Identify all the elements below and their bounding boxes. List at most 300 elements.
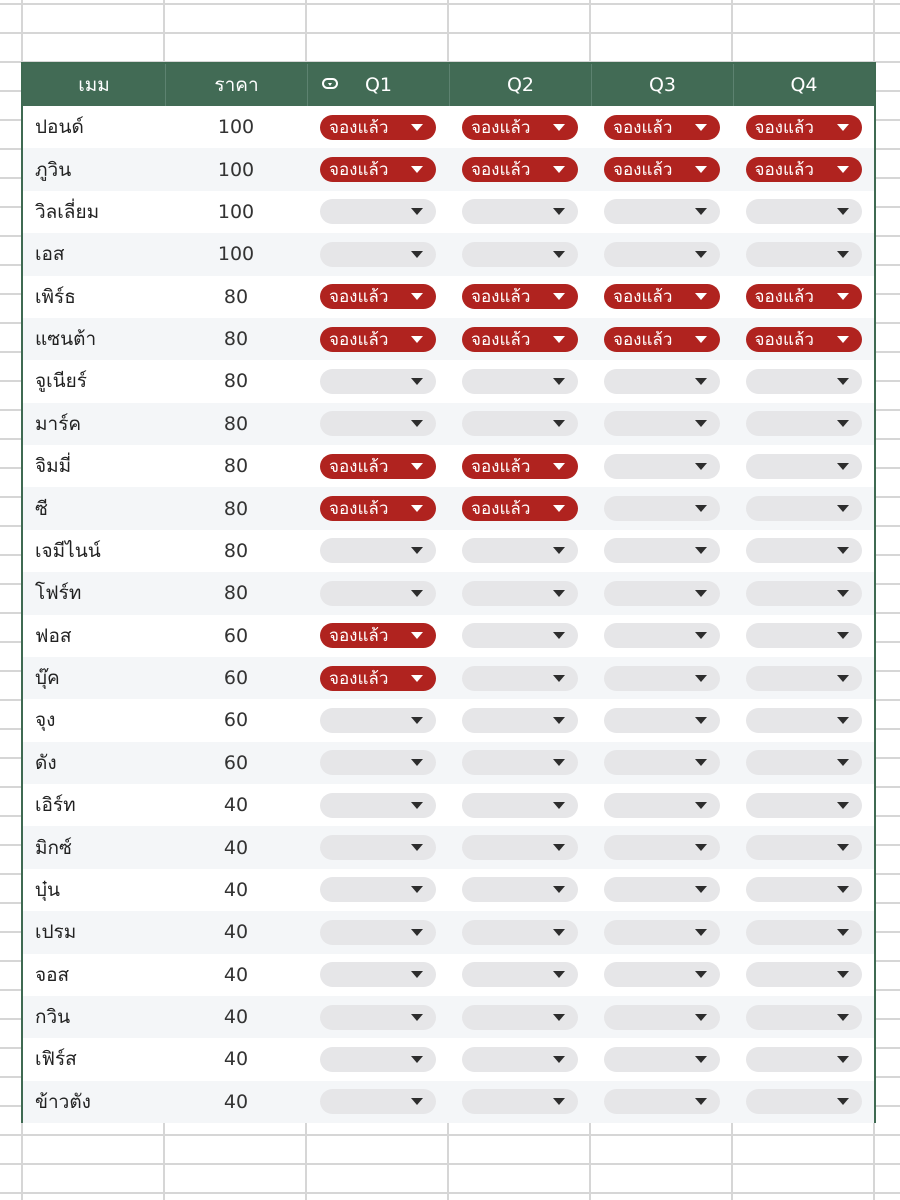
status-dropdown[interactable] [320,454,436,479]
status-dropdown[interactable] [320,962,436,987]
status-dropdown[interactable] [604,666,720,691]
status-dropdown[interactable] [462,157,578,182]
chevron-down-icon [553,844,565,851]
status-dropdown[interactable] [604,877,720,902]
chevron-down-icon [411,124,423,131]
status-dropdown[interactable] [320,708,436,733]
q1-cell [307,496,449,521]
q4-cell [733,1089,874,1114]
status-dropdown[interactable] [746,115,862,140]
status-dropdown[interactable] [604,115,720,140]
member-name-cell[interactable]: ดัง [35,751,57,774]
status-dropdown[interactable] [320,1047,436,1072]
chevron-down-icon [837,759,849,766]
status-dropdown[interactable] [462,877,578,902]
member-name-cell[interactable]: ฟอส [35,624,72,647]
status-dropdown[interactable] [462,538,578,563]
status-dropdown[interactable] [462,962,578,987]
chevron-down-icon [837,463,849,470]
booking-table [21,62,876,1123]
status-dropdown[interactable] [746,242,862,267]
chevron-down-icon [553,166,565,173]
table-header [23,64,874,106]
price-cell[interactable]: 80 [223,497,249,520]
q1-cell [307,835,449,860]
price-cell[interactable]: 80 [223,328,249,351]
status-dropdown[interactable] [746,157,862,182]
status-dropdown[interactable] [746,1005,862,1030]
status-dropdown[interactable] [746,835,862,860]
q1-cell [307,369,449,394]
status-dropdown[interactable] [462,708,578,733]
q3-cell [591,454,733,479]
chevron-down-icon [553,971,565,978]
chevron-down-icon [553,336,565,343]
q3-cell [591,581,733,606]
status-dropdown[interactable] [746,877,862,902]
price-cell[interactable]: 40 [223,836,249,859]
q3-cell [591,835,733,860]
chevron-down-icon [695,124,707,131]
q1-cell [307,1047,449,1072]
member-name-cell[interactable]: โฟร์ท [35,582,82,605]
status-dropdown[interactable] [746,199,862,224]
q4-cell [733,581,874,606]
q2-cell [449,920,591,945]
price-cell[interactable]: 100 [217,116,255,139]
table-row [23,1081,874,1123]
chevron-down-icon [695,208,707,215]
chevron-down-icon [837,844,849,851]
chevron-down-icon [695,886,707,893]
member-name-cell[interactable]: จิมมี่ [35,455,72,478]
status-dropdown[interactable] [604,920,720,945]
q3-cell [591,750,733,775]
status-dropdown[interactable] [746,538,862,563]
q1-cell [307,1089,449,1114]
q1-cell [307,708,449,733]
chevron-down-icon [695,166,707,173]
status-dropdown[interactable] [320,242,436,267]
status-dropdown[interactable] [320,199,436,224]
q4-cell [733,920,874,945]
q3-cell [591,920,733,945]
status-dropdown[interactable] [604,411,720,436]
member-name-cell[interactable]: ภูวิน [35,158,72,181]
header-q3[interactable]: Q3 [591,64,733,106]
status-dropdown[interactable] [604,962,720,987]
q4-cell [733,284,874,309]
chevron-down-icon [411,717,423,724]
q2-cell [449,877,591,902]
status-dropdown[interactable] [604,454,720,479]
status-dropdown[interactable] [320,538,436,563]
member-name-cell[interactable]: มาร์ค [35,412,82,435]
table-row [23,742,874,784]
status-dropdown-label: จองแล้ว [754,117,814,138]
status-dropdown[interactable] [320,581,436,606]
q2-cell [449,242,591,267]
chevron-down-icon [837,802,849,809]
table-row [23,148,874,190]
price-cell[interactable]: 60 [223,751,249,774]
status-dropdown[interactable] [462,793,578,818]
status-dropdown[interactable] [746,284,862,309]
member-name-cell[interactable]: เปรม [35,921,77,944]
status-dropdown[interactable] [462,920,578,945]
status-dropdown[interactable] [604,750,720,775]
status-dropdown[interactable] [462,1089,578,1114]
dropdown-filter-icon[interactable] [322,78,338,89]
member-name-cell[interactable]: บุ๋น [35,878,61,901]
chevron-down-icon [553,1098,565,1105]
chevron-down-icon [411,463,423,470]
status-dropdown[interactable] [746,962,862,987]
member-name-cell[interactable]: จูเนียร์ [35,370,87,393]
status-dropdown-label: จองแล้ว [329,626,389,647]
table-row [23,106,874,148]
status-dropdown[interactable] [320,115,436,140]
chevron-down-icon [837,1098,849,1105]
chevron-down-icon [695,1098,707,1105]
status-dropdown[interactable] [462,411,578,436]
q2-cell [449,835,591,860]
chevron-down-icon [837,632,849,639]
q3-cell [591,1047,733,1072]
q2-cell [449,538,591,563]
q3-cell [591,157,733,182]
status-dropdown[interactable] [320,835,436,860]
status-dropdown-label: จองแล้ว [329,160,389,181]
status-dropdown[interactable] [462,1047,578,1072]
table-row [23,530,874,572]
chevron-down-icon [837,717,849,724]
q1-cell [307,284,449,309]
q2-cell [449,157,591,182]
member-name-cell[interactable]: ซี [35,497,48,520]
status-dropdown[interactable] [604,496,720,521]
chevron-down-icon [837,675,849,682]
status-dropdown-label: จองแล้ว [613,160,673,181]
status-dropdown[interactable] [320,623,436,648]
chevron-down-icon [411,1014,423,1021]
chevron-down-icon [695,378,707,385]
q4-cell [733,242,874,267]
status-dropdown[interactable] [604,369,720,394]
price-cell[interactable]: 40 [223,794,249,817]
table-row [23,954,874,996]
chevron-down-icon [411,844,423,851]
q2-cell [449,327,591,352]
status-dropdown[interactable] [604,708,720,733]
status-dropdown[interactable] [320,157,436,182]
member-name-cell[interactable]: เจมีไนน์ [35,539,101,562]
status-dropdown[interactable] [746,666,862,691]
member-name-cell[interactable]: ปอนด์ [35,116,84,139]
q1-cell [307,327,449,352]
chevron-down-icon [553,378,565,385]
q2-cell [449,1005,591,1030]
status-dropdown-label: จองแล้ว [613,329,673,350]
status-dropdown[interactable] [320,411,436,436]
table-row [23,699,874,741]
q2-cell [449,708,591,733]
price-cell[interactable]: 40 [223,878,249,901]
status-dropdown[interactable] [746,327,862,352]
q3-cell [591,115,733,140]
status-dropdown[interactable] [320,1005,436,1030]
status-dropdown-label: จองแล้ว [471,329,531,350]
status-dropdown[interactable] [746,750,862,775]
status-dropdown[interactable] [746,454,862,479]
status-dropdown[interactable] [462,454,578,479]
member-name-cell[interactable]: เอิร์ท [35,794,76,817]
chevron-down-icon [837,886,849,893]
status-dropdown[interactable] [604,327,720,352]
q1-cell [307,199,449,224]
header-q1-label: Q1 [364,74,393,96]
price-cell[interactable]: 100 [217,200,255,223]
q2-cell [449,1047,591,1072]
chevron-down-icon [695,971,707,978]
status-dropdown[interactable] [462,581,578,606]
table-row [23,403,874,445]
q2-cell [449,623,591,648]
table-row [23,1038,874,1080]
status-dropdown[interactable] [320,920,436,945]
status-dropdown-label: จองแล้ว [329,499,389,520]
price-cell[interactable]: 60 [223,709,249,732]
member-name-cell[interactable]: วิลเลี่ยม [35,200,100,223]
header-price[interactable]: ราคา [165,64,307,106]
status-dropdown[interactable] [604,581,720,606]
status-dropdown[interactable] [604,1005,720,1030]
chevron-down-icon [553,675,565,682]
status-dropdown[interactable] [604,793,720,818]
q2-cell [449,369,591,394]
status-dropdown[interactable] [604,284,720,309]
status-dropdown[interactable] [320,750,436,775]
status-dropdown[interactable] [462,623,578,648]
q3-cell [591,242,733,267]
status-dropdown[interactable] [746,496,862,521]
status-dropdown[interactable] [320,496,436,521]
status-dropdown-label: จองแล้ว [329,287,389,308]
header-q1[interactable] [307,64,449,106]
status-dropdown[interactable] [320,666,436,691]
chevron-down-icon [411,208,423,215]
chevron-down-icon [411,251,423,258]
price-cell[interactable]: 80 [223,582,249,605]
status-dropdown[interactable] [320,284,436,309]
chevron-down-icon [553,463,565,470]
chevron-down-icon [553,802,565,809]
q3-cell [591,369,733,394]
price-cell[interactable]: 80 [223,412,249,435]
q3-cell [591,538,733,563]
q4-cell [733,454,874,479]
status-dropdown[interactable] [604,1047,720,1072]
status-dropdown[interactable] [462,327,578,352]
member-name-cell[interactable]: มิกซ์ [35,836,72,859]
chevron-down-icon [553,293,565,300]
q2-cell [449,581,591,606]
price-cell[interactable]: 80 [223,285,249,308]
status-dropdown[interactable] [320,793,436,818]
q1-cell [307,157,449,182]
status-dropdown-label: จองแล้ว [329,668,389,689]
status-dropdown[interactable] [604,623,720,648]
chevron-down-icon [837,166,849,173]
status-dropdown[interactable] [462,242,578,267]
status-dropdown[interactable] [462,496,578,521]
q3-cell [591,199,733,224]
price-cell[interactable]: 60 [223,624,249,647]
q3-cell [591,877,733,902]
status-dropdown[interactable] [462,835,578,860]
price-cell[interactable]: 60 [223,667,249,690]
chevron-down-icon [695,463,707,470]
q2-cell [449,496,591,521]
member-name-cell[interactable]: จุง [35,709,56,732]
table-row [23,360,874,402]
status-dropdown[interactable] [462,1005,578,1030]
q3-cell [591,327,733,352]
status-dropdown[interactable] [604,1089,720,1114]
chevron-down-icon [837,971,849,978]
table-row [23,572,874,614]
chevron-down-icon [695,293,707,300]
status-dropdown[interactable] [746,920,862,945]
chevron-down-icon [837,929,849,936]
price-cell[interactable]: 40 [223,921,249,944]
status-dropdown[interactable] [320,1089,436,1114]
chevron-down-icon [411,632,423,639]
chevron-down-icon [837,378,849,385]
status-dropdown[interactable] [746,623,862,648]
table-row [23,911,874,953]
member-name-cell[interactable]: บุ๊ค [35,667,60,690]
status-dropdown[interactable] [604,157,720,182]
status-dropdown-label: จองแล้ว [613,117,673,138]
header-name[interactable]: เมม [78,74,110,96]
chevron-down-icon [411,675,423,682]
chevron-down-icon [695,717,707,724]
q1-cell [307,538,449,563]
status-dropdown[interactable] [320,327,436,352]
price-cell[interactable]: 40 [223,1090,249,1113]
q2-cell [449,750,591,775]
q4-cell [733,793,874,818]
q3-cell [591,666,733,691]
q4-cell [733,411,874,436]
status-dropdown[interactable] [604,242,720,267]
q1-cell [307,750,449,775]
status-dropdown[interactable] [462,199,578,224]
status-dropdown-label: จองแล้ว [754,329,814,350]
chevron-down-icon [837,293,849,300]
price-cell[interactable]: 80 [223,455,249,478]
price-cell[interactable]: 100 [217,158,255,181]
chevron-down-icon [411,802,423,809]
chevron-down-icon [553,759,565,766]
member-name-cell[interactable]: เพิร์ธ [35,285,76,308]
q2-cell [449,454,591,479]
q4-cell [733,157,874,182]
q2-cell [449,962,591,987]
status-dropdown[interactable] [604,199,720,224]
status-dropdown[interactable] [462,369,578,394]
chevron-down-icon [695,929,707,936]
member-name-cell[interactable]: เฟิร์ส [35,1048,77,1071]
q3-cell [591,411,733,436]
chevron-down-icon [411,293,423,300]
chevron-down-icon [695,420,707,427]
chevron-down-icon [411,929,423,936]
price-cell[interactable]: 100 [217,243,255,266]
status-dropdown-label: จองแล้ว [754,160,814,181]
status-dropdown[interactable] [604,538,720,563]
status-dropdown[interactable] [462,115,578,140]
status-dropdown[interactable] [746,1089,862,1114]
price-cell[interactable]: 40 [223,1006,249,1029]
status-dropdown[interactable] [462,750,578,775]
chevron-down-icon [695,251,707,258]
status-dropdown[interactable] [746,411,862,436]
chevron-down-icon [695,505,707,512]
member-name-cell[interactable]: เอส [35,243,65,266]
q2-cell [449,666,591,691]
member-name-cell[interactable]: กวิน [35,1006,71,1029]
table-row [23,657,874,699]
table-row [23,996,874,1038]
status-dropdown[interactable] [746,1047,862,1072]
price-cell[interactable]: 80 [223,370,249,393]
status-dropdown[interactable] [746,369,862,394]
q4-cell [733,327,874,352]
status-dropdown-label: จองแล้ว [329,456,389,477]
chevron-down-icon [411,590,423,597]
member-name-cell[interactable]: จอส [35,963,70,986]
status-dropdown[interactable] [746,708,862,733]
member-name-cell[interactable]: แซนต้า [35,328,97,351]
status-dropdown[interactable] [320,877,436,902]
header-q2[interactable]: Q2 [449,64,591,106]
status-dropdown-label: จองแล้ว [754,287,814,308]
status-dropdown[interactable] [320,369,436,394]
q4-cell [733,1047,874,1072]
price-cell[interactable]: 40 [223,1048,249,1071]
chevron-down-icon [837,208,849,215]
status-dropdown[interactable] [462,284,578,309]
member-name-cell[interactable]: ข้าวตัง [35,1090,91,1113]
q4-cell [733,538,874,563]
table-row [23,276,874,318]
chevron-down-icon [553,590,565,597]
q4-cell [733,496,874,521]
table-row [23,615,874,657]
header-q4[interactable]: Q4 [733,64,874,106]
status-dropdown[interactable] [462,666,578,691]
status-dropdown[interactable] [746,581,862,606]
price-cell[interactable]: 80 [223,539,249,562]
chevron-down-icon [553,929,565,936]
status-dropdown[interactable] [604,835,720,860]
price-cell[interactable]: 40 [223,963,249,986]
q1-cell [307,920,449,945]
status-dropdown[interactable] [746,793,862,818]
chevron-down-icon [553,124,565,131]
